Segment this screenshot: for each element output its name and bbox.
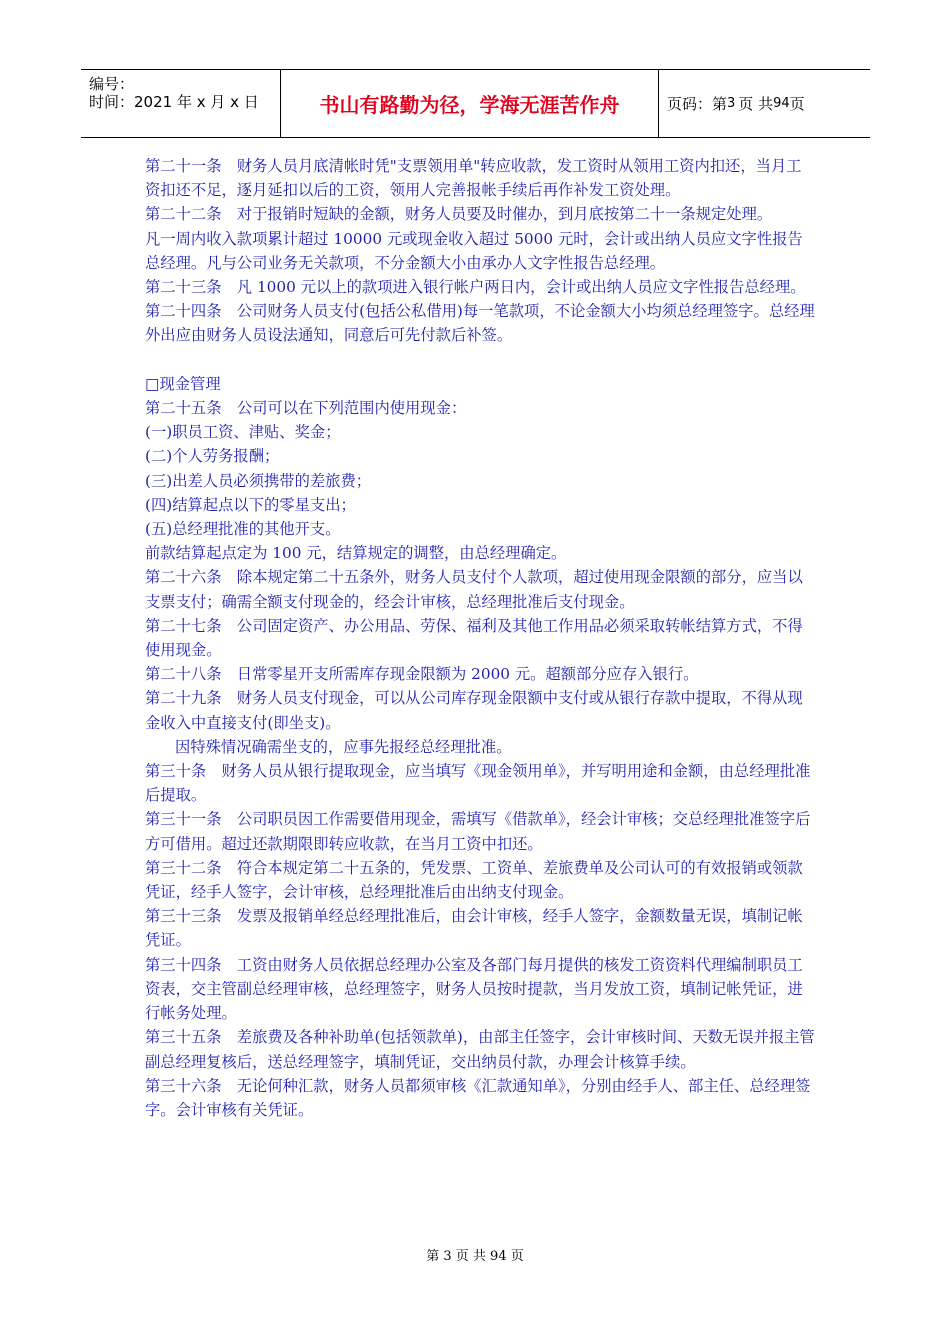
paragraph: 第二十七条 公司固定资产、办公用品、劳保、福利及其他工作用品必须采取转帐结算方式，不得使用现金。 [145, 616, 803, 660]
paragraph: 第二十六条 除本规定第二十五条外，财务人员支付个人款项，超过使用现金限额的部分，应当以支票支付；确需全额支付现金的，经会计审核，总经理批准后支付现金。 [145, 568, 803, 611]
paragraph: 第二十八条 日常零星开支所需库存现金限额为 2000 元。超额部分应存入银行。 [145, 665, 699, 684]
paragraph: 第二十四条 公司财务人员支付(包括公私借用)每一笔款项，不论金额大小均须总经理签字。总经理外出应由财务人员设法通知，同意后可先付款后补签。 [145, 302, 815, 345]
paragraph: 凡一周内收入款项累计超过 10000 元或现金收入超过 5000 元时，会计或出纳人员应文字性报告总经理。凡与公司业务无关款项，不分金额大小由承办人文字性报告总经理。 [145, 229, 803, 272]
paragraph: 因特殊情况确需坐支的，应事先报经总经理批准。 [175, 737, 512, 756]
page-prefix: 页码：第 [667, 95, 728, 113]
list-item: (一)职员工资、津贴、奖金； [145, 423, 341, 442]
paragraph: 第二十一条 财务人员月底清帐时凭"支票领用单"转应收款，发工资时从领用工资内扣还，当月工资扣还不足，逐月延扣以后的工资，领用人完善报帐手续后再作补发工资处理。 [145, 157, 802, 200]
list-item: (四)结算起点以下的零星支出； [145, 495, 356, 514]
document-body [145, 154, 815, 1122]
page-mid: 页 共 [738, 95, 774, 113]
paragraph: 第三十二条 符合本规定第二十五条的，凭发票、工资单、差旅费单及公司认可的有效报销或领款凭证，经手人签字，会计审核，总经理批准后由出纳支付现金。 [145, 858, 803, 902]
paragraph: 前款结算起点定为 100 元，结算规定的调整，由总经理确定。 [145, 544, 567, 563]
page-number: 3 [727, 96, 736, 111]
blank-line [145, 348, 815, 372]
page-total: 94 [773, 96, 790, 111]
page-info-cell [659, 70, 870, 137]
paragraph: 第二十五条 公司可以在下列范围内使用现金： [145, 399, 467, 418]
section-heading: □现金管理 [145, 374, 221, 393]
page-suffix: 页 [789, 95, 805, 113]
paragraph: 第二十二条 对于报销时短缺的金额，财务人员要及时催办，到月底按第二十一条规定处理。 [145, 205, 773, 224]
paragraph: 第二十三条 凡 1000 元以上的款项进入银行帐户两日内，会计或出纳人员应文字性报告总经理。 [145, 278, 806, 297]
paragraph: 第三十六条 无论何种汇款，财务人员都须审核《汇款通知单》，分别由经手人、部主任、总经理签字。会计审核有关凭证。 [145, 1076, 811, 1119]
paragraph: 第三十一条 公司职员因工作需要借用现金，需填写《借款单》，经会计审核；交总经理批准签字后方可借用。超过还款期限即转应收款，在当月工资中扣还。 [145, 810, 811, 853]
paragraph: 第二十九条 财务人员支付现金，可以从公司库存现金限额中支付或从银行存款中提取，不得从现金收入中直接支付(即坐支)。 [145, 689, 803, 732]
paragraph: 第三十四条 工资由财务人员依据总经理办公室及各部门每月提供的核发工资资料代理编制职员工资表，交主管副总经理审核，总经理签字，财务人员按时提款，当月发放工资，填制记帐凭证，进行帐务处理。 [145, 955, 803, 1023]
list-item: (三)出差人员必须携带的差旅费； [145, 471, 372, 490]
paragraph: 第三十五条 差旅费及各种补助单(包括领款单)，由部主任签字，会计审核时间、天数无误并报主管副总经理复核后，送总经理签字，填制凭证，交出纳员付款，办理会计核算手续。 [145, 1028, 815, 1071]
list-item: (二)个人劳务报酬； [145, 447, 280, 466]
header-table [81, 69, 870, 138]
header-meta-cell [81, 70, 281, 137]
page-footer: 第 3 页 共 94 页 [426, 1249, 524, 1264]
doc-number-label: 编号： [89, 75, 135, 93]
time-label: 时间：2021 年 x 月 x 日 [89, 93, 259, 111]
paragraph: 第三十三条 发票及报销单经总经理批准后，由会计审核，经手人签字，金额数量无误，填制记帐凭证。 [145, 907, 803, 950]
motto-cell: 书山有路勤为径，学海无涯苦作舟 [281, 70, 659, 137]
list-item: (五)总经理批准的其他开支。 [145, 520, 341, 539]
paragraph: 第三十条 财务人员从银行提取现金，应当填写《现金领用单》，并写明用途和金额，由总经理批准后提取。 [145, 762, 811, 805]
